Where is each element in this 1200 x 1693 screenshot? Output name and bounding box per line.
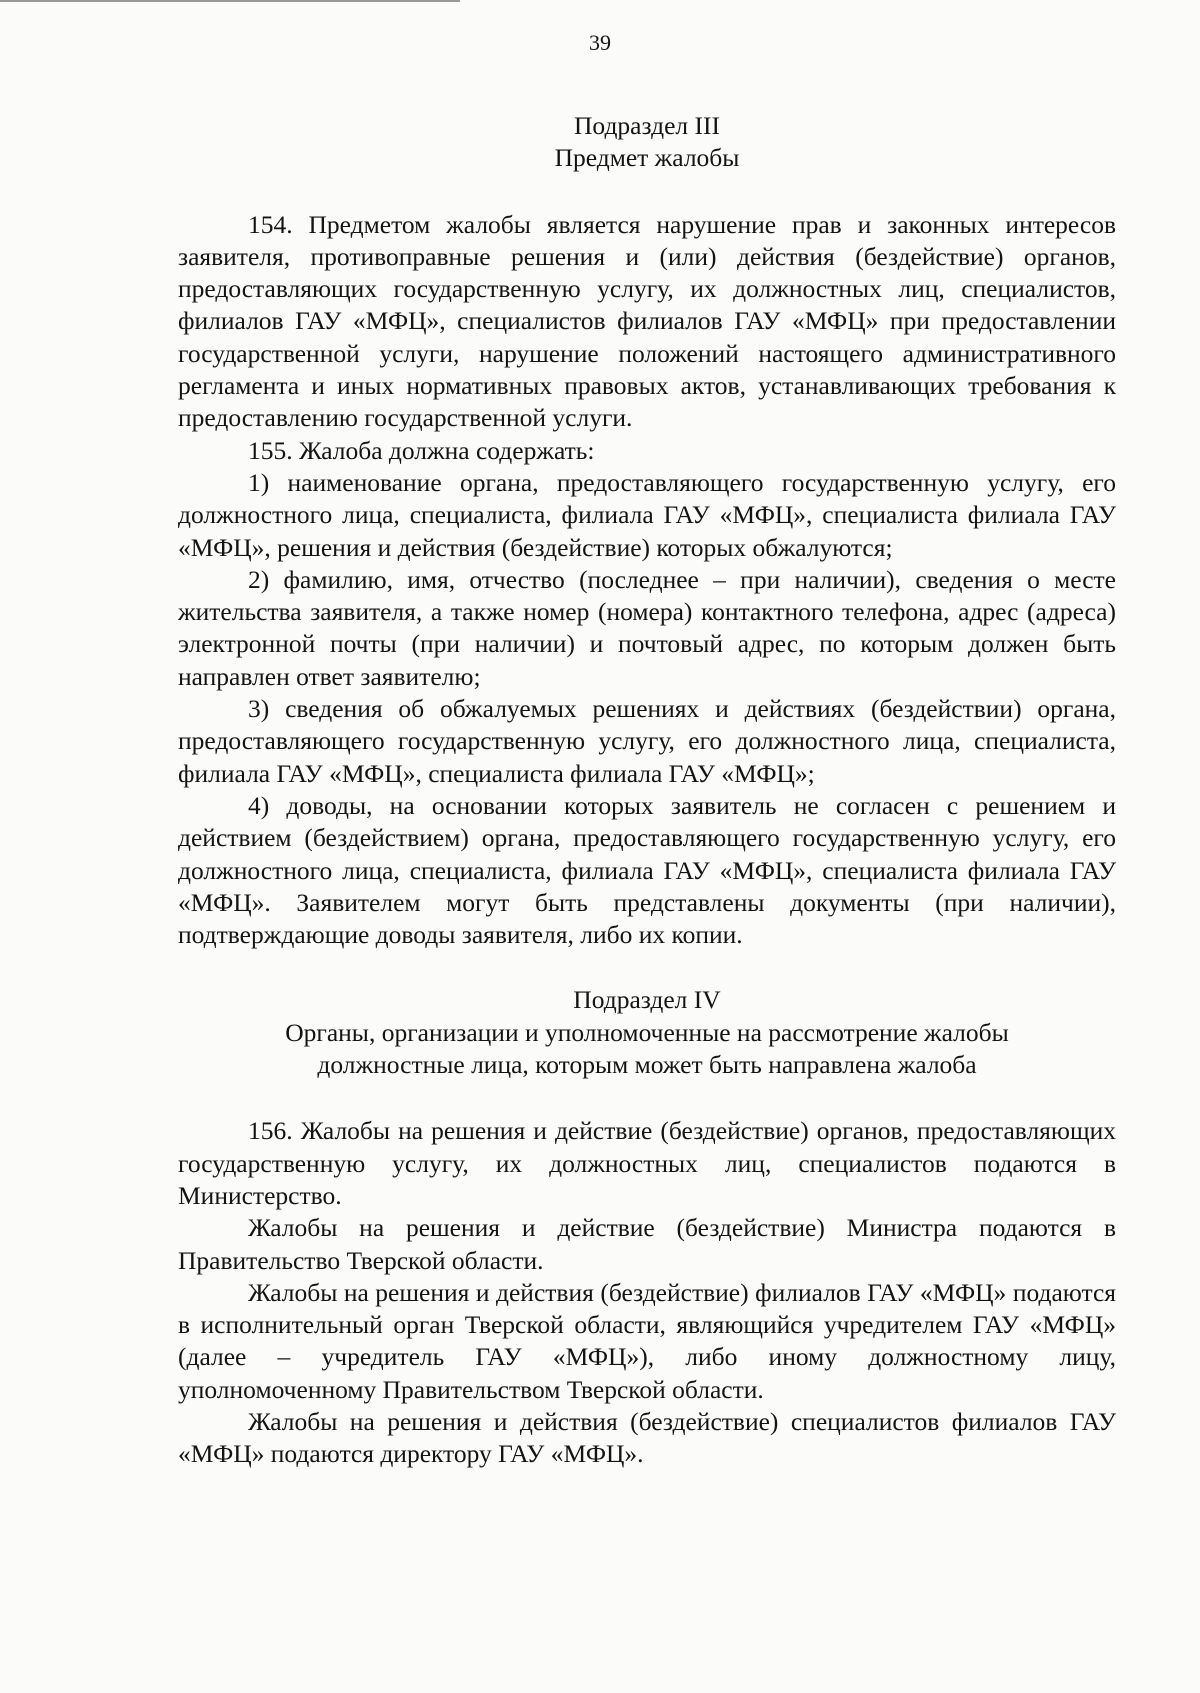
subsection-4-title-line-1: Органы, организации и уполномоченные на рассмотрение жалобы <box>285 1017 1009 1047</box>
paragraph-specialist-complaints: Жалобы на решения и действия (бездействие) специалистов филиалов ГАУ «МФЦ» подаются директору ГАУ «МФЦ». <box>178 1406 1116 1469</box>
paragraph-branch-complaints: Жалобы на решения и действия (бездействие) филиалов ГАУ «МФЦ» подаются в исполнительный орган Тверской области, являющийся учредителем ГАУ «МФЦ» (далее – учредитель ГАУ «МФЦ»), либо иному должностному лицу, уполномоченному Правительством Тверской области. <box>178 1277 1116 1404</box>
paragraph-155-item-1: 1) наименование органа, предоставляющего государственную услугу, его должностного лица, специалиста, филиала ГАУ «МФЦ», специалиста филиала ГАУ «МФЦ», решения и действия (бездействие) которых обжалуются; <box>178 467 1116 562</box>
document-body <box>178 110 1116 1471</box>
paragraph-156: 156. Жалобы на решения и действие (бездействие) органов, предоставляющих государственную услугу, их должностных лиц, специалистов подаются в Министерство. <box>178 1116 1116 1210</box>
spacer <box>178 951 1116 984</box>
subsection-4-heading <box>178 984 1116 1081</box>
paragraph-155-item-2: 2) фамилию, имя, отчество (последнее – при наличии), сведения о месте жительства заявителя, а также номер (номера) контактного телефона, адрес (адреса) электронной почты (при наличии) и почтовый адрес, по которым должен быть направлен ответ заявителю; <box>178 564 1116 691</box>
subsection-4-title-line-2: должностные лица, которым может быть направлена жалоба <box>317 1050 977 1080</box>
spacer <box>178 1081 1116 1115</box>
subsection-3-label: Подраздел III <box>574 111 720 140</box>
paragraph-154: 154. Предметом жалобы является нарушение прав и законных интересов заявителя, противоправные решения и (или) действия (бездействие) органов, предоставляющих государственную услугу, их должностных лиц, специалистов, филиалов ГАУ «МФЦ», специалистов филиалов ГАУ «МФЦ» при предоставлении государственной услуги, нарушение положений настоящего административного регламента и иных нормативных правовых актов, устанавливающих требования к предоставлению государственной услуги. <box>178 209 1116 433</box>
subsection-4-label: Подраздел IV <box>573 985 721 1015</box>
page-number: 39 <box>589 30 611 55</box>
spacer <box>178 175 1116 209</box>
subsection-3-title: Предмет жалобы <box>554 143 740 173</box>
paragraph-155: 155. Жалоба должна содержать: <box>248 435 595 465</box>
subsection-3-heading <box>178 110 1116 175</box>
paragraph-minister-complaints: Жалобы на решения и действие (бездействие) Министра подаются в Правительство Тверской области. <box>178 1213 1116 1275</box>
scan-edge-line <box>0 0 460 2</box>
paragraph-155-item-3: 3) сведения об обжалуемых решениях и действиях (бездействии) органа, предоставляющего государственную услугу, его должностного лица, специалиста, филиала ГАУ «МФЦ», специалиста филиала ГАУ «МФЦ»; <box>178 694 1116 788</box>
paragraph-155-item-4: 4) доводы, на основании которых заявитель не согласен с решением и действием (бездействием) органа, предоставляющего государственную услугу, его должностного лица, специалиста, филиала ГАУ «МФЦ», специалиста филиала ГАУ «МФЦ». Заявителем могут быть представлены документы (при наличии), подтверждающие доводы заявителя, либо их копии. <box>178 790 1116 950</box>
